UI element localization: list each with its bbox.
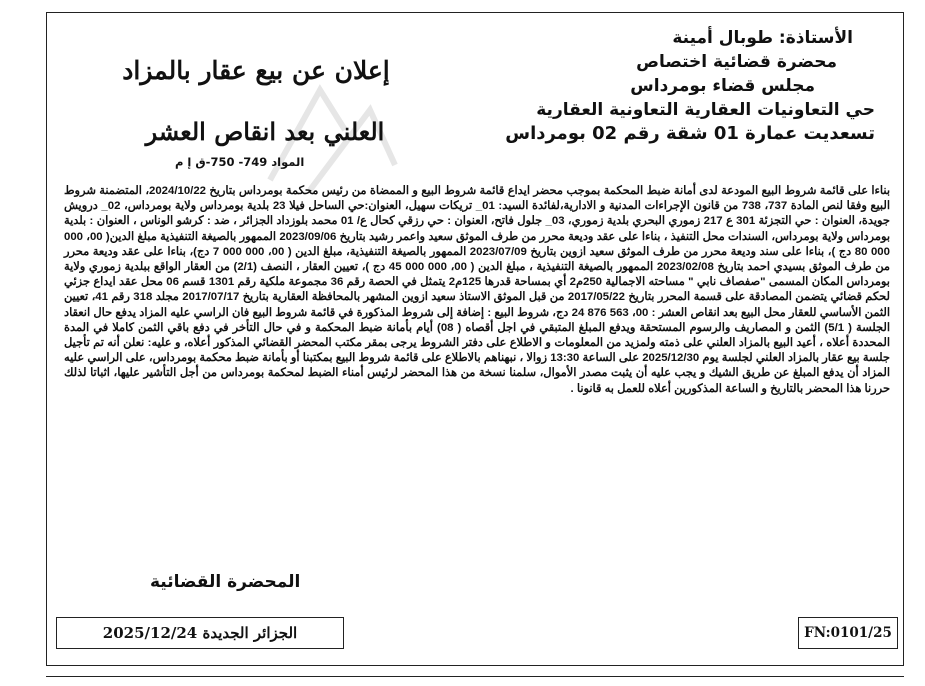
office-neighborhood: حي التعاونيات العقارية التعاونية العقارية <box>536 100 875 120</box>
notary-name: الأستاذة: طوبال أمينة <box>672 28 853 48</box>
announcement-title-line2: العلني بعد انقاص العشر <box>145 117 385 146</box>
legal-articles: المواد 749- 750-ق إ م <box>175 155 305 169</box>
signature: المحضرة القضائية <box>150 572 301 592</box>
bailiff-office-header <box>405 26 875 146</box>
office-building: تسعديت عمارة 01 شقة رقم 02 بومرداس <box>505 123 875 144</box>
jurisdiction: مجلس قضاء بومرداس <box>630 76 815 96</box>
announcement-body: بناءا على قائمة شروط البيع المودعة لدى أمانة ضبط المحكمة بموجب محضر ايداع قائمة شروط البيع و الممضاة من رئيس محكمة بومرداس بتاريخ 2024/10/22، المتضمنة شروط البيع وفقا لنص المادة 737، 738 من قانون الإجراءات المدنية و الادارية،لفائدة السيد: 01_ تريكات سهيل، العنوان:حي الساحل فيلا 23 بلدية بومرداس ولاية بومرداس، 02_ درويش جويدة، العنوان : حي التجزئة 301 ع 217 زموري البحري بلدية زموري، 03_ جلول فاتح، العنوان : حي رزقي كحال ع/ 01 محمد بلوزداد الجزائر ، ضد : كرشو الوناس ، العنوان : بلدية بومرداس ولاية بومرداس، السندات محل التنفيذ ، بناءا على عقد وديعة محرر من طرف الموثق سعيد واعمر رشيد بتاريخ 2023/09/06 الممهور بالصيغة التنفيذية مبلغ الدين( 00، 000 000 80 دج )، بناءا على سند وديعة محرر من طرف الموثق سعيد ازوين بتاريخ 2023/07/09 الممهور بالصيغة التنفيذية، مبلغ الدين ( 00، 000 000 7 دج)، بناءا على عقد وديعة محرر من طرف الموثق بسيدي احمد بتاريخ 2023/02/08 الممهور بالصيغة التنفيذية ، مبلغ الدين ( 00، 000 000 45 دج )، تعيين العقار ، النصف (2/1) من العقار الواقع ببلدية زموري ولاية بومرداس المكان المسمى "صفصاف نابي " مساحته الاجمالية 250م2 أي بمساحة قدرها 125م2 يتمثل في الحصة رقم 36 مجموعة ملكية رقم 1301 قسم 06 محل عقد ايداع جزئي لحكم قضائي يتضمن المصادقة على قسمة المحرر بتاريخ 2017/05/22 من قبل الموثق الاستاذ سعيد ازوين المشهر بالمحافظة العقارية بتاريخ 2017/07/17 مجلد 318 رقم 41، تعيين الثمن الأساسي للعقار محل البيع بعد انقاص العشر : 00، 563 876 24 دج، شروط البيع : إضافة إلى شروط المذكورة في قائمة شروط البيع فان الراسي عليه المزاد يدفع حال انعقاد الجلسة ( 5/1) الثمن و المصاريف والرسوم المستحقة ويدفع المبلغ المتبقي في اجل أقصاه ( 08) أيام بأمانة ضبط المحكمة و في حال التأخر في دفع باقي الثمن كاملا في المدة المحددة أعلاه ، أعيد البيع بالمزاد العلني على ذمته ولمزيد من المعلومات و الاطلاع على دفتر الشروط يرجى بمقر مكتب المحضر القضائي المذكور أعلاه، و عليه: نعلن أنه تم تأجيل جلسة بيع عقار بالمزاد العلني لجلسة يوم 2025/12/30 على الساعة 13:30 زوالا ، نبهناهم بالاطلاع على قائمة شروط البيع بمكتبنا أو بأمانة ضبط محكمة بومرداس، على الراسي عليه المزاد أن يدفع المبلغ عن طريق الشيك و يجب عليه أن يثبت مصدر الأموال، سلمنا نسخة من هذا المحضر لرئيس أمناء الضبط لمحكمة بومرداس من أجل التأشير عليها، اثباتا لذلك حررنا هذا المحضر بالتاريخ و الساعة المذكورين أعلاه للعمل به قانونا . <box>64 185 891 395</box>
announcement-title-line1: إعلان عن بيع عقار بالمزاد <box>122 56 390 85</box>
newspaper-date-box: الجزائر الجديدة 2025/12/24 <box>56 617 344 649</box>
bottom-divider <box>46 676 904 677</box>
office-name: محضرة قضائية اختصاص <box>636 52 837 72</box>
fn-reference-box: FN:0101/25 <box>798 617 898 649</box>
